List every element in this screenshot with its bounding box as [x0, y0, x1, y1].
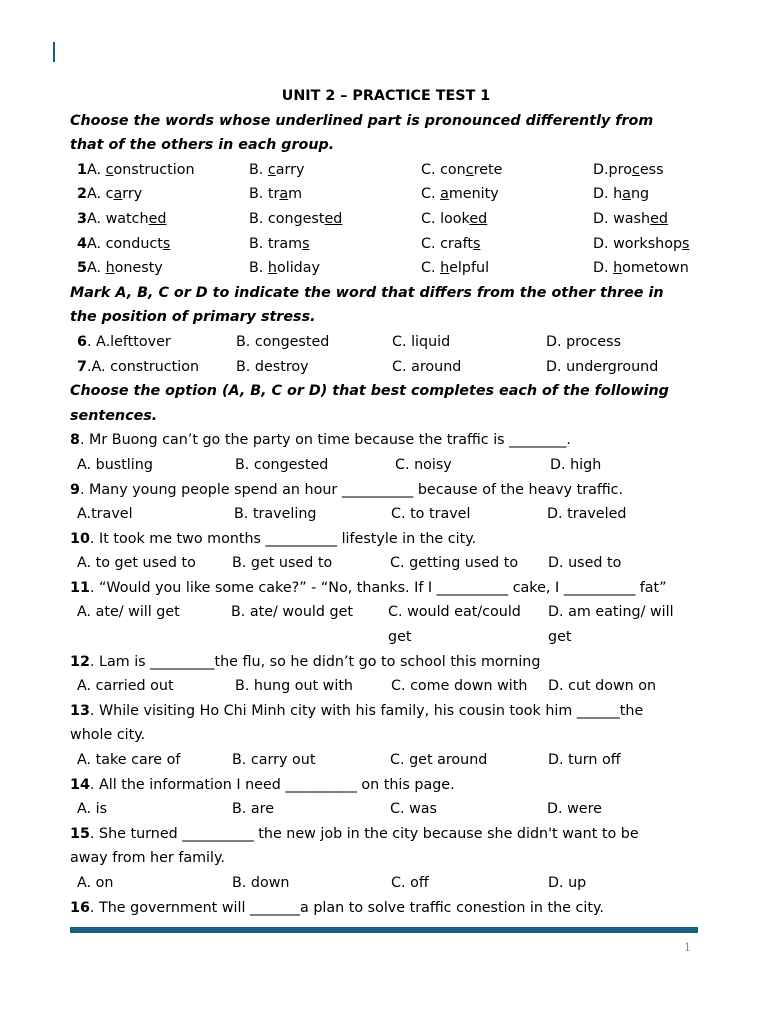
option-a: 1A. construction — [77, 161, 195, 178]
question-stem: 8. Mr Buong can’t go the party on time because the traffic is ________. — [70, 432, 571, 449]
option-b: B. congested — [249, 210, 343, 227]
section2-instruction-line2: the position of primary stress. — [70, 309, 316, 326]
option-d: D. up — [548, 875, 587, 891]
option-a: 2A. carry — [77, 186, 143, 203]
option-b: B. congested — [235, 456, 329, 473]
options-row — [70, 674, 700, 699]
option-a: 4A. conducts — [77, 235, 171, 252]
options-row — [70, 600, 700, 625]
options-row — [70, 453, 700, 478]
option-b: B. hung out with — [235, 678, 353, 695]
question-row — [70, 158, 700, 183]
option-b: B. trams — [249, 235, 310, 252]
question-row — [70, 182, 700, 207]
question-row — [70, 232, 700, 257]
option-c: C. off — [391, 875, 429, 891]
option-b: B. congested — [236, 333, 330, 350]
options-row-continued — [70, 625, 700, 650]
option-a: 7.A. construction — [77, 358, 200, 375]
option-d: D. underground — [546, 358, 659, 375]
option-d: D. were — [547, 801, 602, 818]
option-d: D. hometown — [593, 260, 689, 277]
option-b: B. holiday — [249, 260, 320, 277]
option-d: D. cut down on — [548, 678, 657, 695]
section2-instruction-line1: Mark A, B, C or D to indicate the word that differs from the other three in — [70, 284, 664, 301]
option-d: D. hang — [593, 186, 650, 203]
option-d: D. workshops — [593, 235, 690, 252]
option-a: A. ate/ will get — [77, 604, 180, 621]
option-b: B. carry out — [232, 752, 316, 769]
question-stem: 10. It took me two months __________ lifestyle in the city. — [70, 530, 477, 547]
option-d: D. am eating/ will — [548, 604, 674, 621]
option-d: D. process — [546, 333, 622, 350]
option-c: C. around — [392, 358, 462, 375]
option-c: C. helpful — [421, 260, 490, 277]
option-b: B. get used to — [232, 555, 333, 572]
option-a: A. is — [77, 801, 108, 818]
option-a: A. bustling — [77, 456, 153, 473]
question-stem-continued: away from her family. — [70, 850, 225, 867]
option-d: D. turn off — [548, 752, 621, 769]
option-c: C. looked — [421, 210, 488, 227]
page-number: 1 — [684, 941, 691, 954]
option-c: C. to travel — [391, 506, 471, 523]
option-a: A. take care of — [77, 752, 181, 769]
question-row — [70, 256, 700, 281]
text-cursor — [53, 42, 55, 62]
option-b: B. destroy — [236, 358, 309, 375]
option-a: A.travel — [77, 506, 133, 523]
section3-instruction-line2: sentences. — [70, 407, 158, 424]
option-c: C. concrete — [421, 161, 503, 178]
section1-instruction-line1: Choose the words whose underlined part is pronounced differently from — [70, 112, 654, 129]
option-a: A. carried out — [77, 678, 174, 695]
options-row — [70, 502, 700, 527]
question-stem: 9. Many young people spend an hour __________ because of the heavy traffic. — [70, 481, 624, 498]
option-c: C. liquid — [392, 333, 451, 350]
document-page — [70, 84, 700, 920]
options-row — [70, 748, 700, 773]
option-c: C. would eat/could — [388, 604, 521, 621]
option-b: B. ate/ would get — [231, 604, 353, 621]
option-d: D.process — [593, 161, 664, 178]
option-a: 5A. honesty — [77, 260, 163, 277]
option-d: D. traveled — [547, 506, 627, 523]
question-row — [70, 355, 700, 380]
section3-instruction-line1: Choose the option (A, B, C or D) that best completes each of the following — [70, 383, 669, 400]
options-row — [70, 551, 700, 576]
option-a: A. on — [77, 875, 114, 891]
option-b: B. tram — [249, 186, 303, 203]
option-d: D. high — [550, 456, 602, 473]
question-stem: 16. The government will _______a plan to solve traffic conestion in the city. — [70, 899, 604, 916]
option-c: C. get around — [390, 752, 488, 769]
question-stem: 14. All the information I need __________ on this page. — [70, 776, 455, 793]
footer-rule — [70, 927, 698, 933]
option-a: A. to get used to — [77, 555, 196, 572]
option-d: D. washed — [593, 210, 668, 227]
question-stem-continued: whole city. — [70, 727, 146, 744]
option-a: 6. A.lefttover — [77, 333, 171, 350]
option-b: B. are — [232, 801, 275, 818]
option-d: D. used to — [548, 555, 622, 572]
option-b: B. carry — [249, 161, 305, 178]
option-d-continued: get — [548, 629, 572, 646]
option-c: C. was — [390, 801, 437, 818]
question-stem: 15. She turned __________ the new job in the city because she didn't want to be — [70, 825, 639, 842]
option-c: C. amenity — [421, 186, 499, 203]
option-c: C. crafts — [421, 235, 481, 252]
page-title: UNIT 2 – PRACTICE TEST 1 — [281, 88, 491, 104]
section1-instruction-line2: that of the others in each group. — [70, 137, 335, 154]
question-stem: 12. Lam is _________the flu, so he didn’t go to school this morning — [70, 653, 541, 670]
option-c: C. come down with — [391, 678, 528, 695]
option-a: 3A. watched — [77, 210, 167, 227]
option-c: C. getting used to — [390, 555, 519, 572]
options-row — [70, 871, 700, 896]
question-stem: 11. “Would you like some cake?” - “No, thanks. If I __________ cake, I __________ fat” — [70, 579, 667, 596]
question-row — [70, 330, 700, 355]
question-row — [70, 207, 700, 232]
option-b: B. down — [232, 875, 290, 891]
option-c: C. noisy — [395, 456, 452, 473]
question-stem: 13. While visiting Ho Chi Minh city with his family, his cousin took him ______the — [70, 702, 644, 719]
option-c-continued: get — [388, 629, 412, 646]
options-row — [70, 797, 700, 822]
option-b: B. traveling — [234, 506, 317, 523]
